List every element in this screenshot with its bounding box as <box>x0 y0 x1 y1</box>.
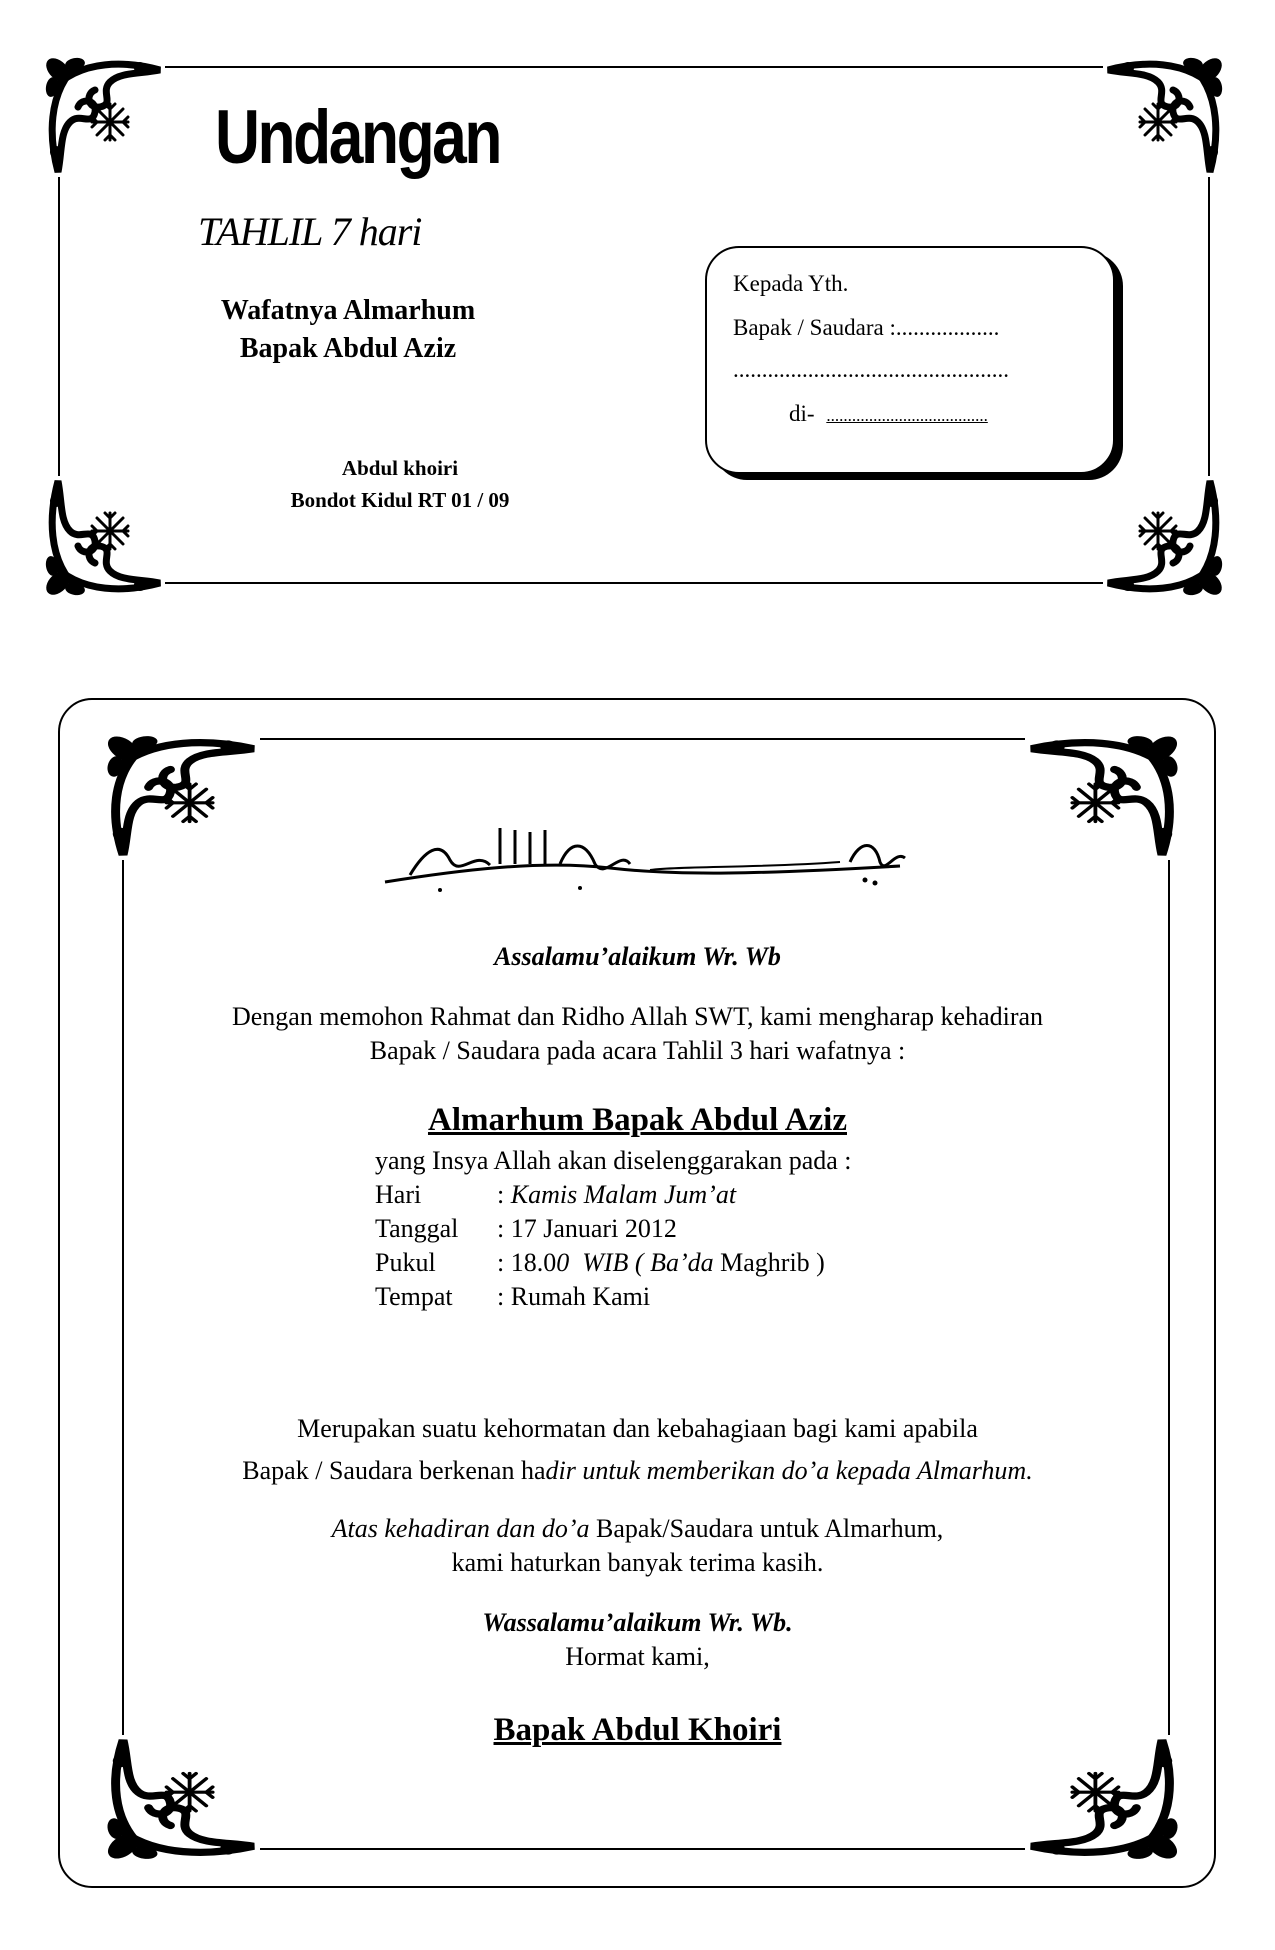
detail-row-pukul <box>375 1246 852 1280</box>
thanks-line-1b: Bapak/Saudara untuk Almarhum, <box>595 1514 944 1543</box>
detail-label: Tanggal <box>375 1214 459 1243</box>
detail-value-italic: 0 WIB ( Ba’da <box>556 1248 714 1277</box>
detail-value: Rumah Kami <box>510 1282 651 1311</box>
detail-sep: : <box>497 1248 505 1277</box>
regards: Hormat kami, <box>565 1642 710 1671</box>
envelope-deceased <box>178 292 518 368</box>
address-line-2: Bapak / Saudara :.................. <box>733 315 1000 340</box>
closing-line-1: Merupakan suatu kehormatan dan kebahagiaan bagi kami apabila <box>297 1414 978 1443</box>
address-di-label: di- <box>789 401 815 426</box>
detail-value: 18.0 <box>510 1248 557 1277</box>
sender-address: Bondot Kidul RT 01 / 09 <box>290 488 510 512</box>
sender-name: Abdul khoiri <box>341 456 459 480</box>
detail-sep: : <box>497 1282 505 1311</box>
deceased-name-heading: Almarhum Bapak Abdul Aziz <box>427 1102 847 1138</box>
detail-row-hari <box>375 1178 852 1212</box>
floral-corner-icon <box>40 476 165 601</box>
detail-sep: : <box>497 1214 505 1243</box>
farewell-block <box>0 1606 1275 1674</box>
detail-value-end: Maghrib ) <box>720 1248 825 1277</box>
floral-corner-icon <box>1103 476 1228 601</box>
thanks-line-1 <box>0 1512 1275 1546</box>
intro-line-1: Dengan memohon Rahmat dan Ridho Allah SWT, kami mengharap kehadiran <box>231 1002 1044 1031</box>
intro-paragraph <box>0 1000 1275 1068</box>
intro-line-2: Bapak / Saudara pada acara Tahlil 3 hari wafatnya : <box>369 1036 906 1065</box>
detail-row-tempat <box>375 1280 852 1314</box>
envelope-subtitle: TAHLIL 7 hari <box>198 209 422 254</box>
event-details <box>375 1144 852 1314</box>
address-line-3: ................................................ <box>733 357 1009 382</box>
detail-value: 17 Januari 2012 <box>510 1214 677 1243</box>
closing-paragraph <box>0 1408 1275 1492</box>
floral-corner-icon <box>1103 52 1228 177</box>
schedule-intro: yang Insya Allah akan diselenggarakan pada : <box>375 1146 852 1175</box>
closing-line-2b: dir untuk memberikan do’a kepada Almarhum. <box>545 1456 1033 1485</box>
address-di-dots: ...................................... <box>826 406 988 425</box>
floral-corner-icon <box>1025 730 1185 860</box>
detail-sep: : <box>497 1180 505 1209</box>
closing-line-2a: Bapak / Saudara berkenan ha <box>242 1456 546 1485</box>
envelope-title: Undangan <box>215 95 500 180</box>
bismillah-calligraphy-icon <box>380 820 915 900</box>
greeting: Assalamu’alaikum Wr. Wb <box>494 942 781 971</box>
address-line-1: Kepada Yth. <box>733 271 849 296</box>
signer-name: Bapak Abdul Khoiri <box>493 1712 782 1748</box>
detail-label: Pukul <box>375 1248 436 1277</box>
detail-label: Hari <box>375 1180 422 1209</box>
detail-value: Kamis Malam Jum’at <box>510 1180 737 1209</box>
deceased-line-2: Bapak Abdul Aziz <box>239 333 457 364</box>
address-line-4 <box>789 402 988 425</box>
thanks-line-2: kami haturkan banyak terima kasih. <box>451 1548 824 1577</box>
thanks-paragraph <box>0 1512 1275 1580</box>
envelope-sender <box>250 452 550 516</box>
closing-line-2 <box>0 1450 1275 1492</box>
floral-corner-icon <box>40 52 165 177</box>
floral-corner-icon <box>100 730 260 860</box>
address-box <box>705 246 1115 474</box>
farewell: Wassalamu’alaikum Wr. Wb. <box>482 1608 793 1637</box>
deceased-line-1: Wafatnya Almarhum <box>220 295 476 326</box>
detail-label: Tempat <box>375 1282 453 1311</box>
floral-corner-icon <box>100 1735 260 1865</box>
detail-row-tanggal <box>375 1212 852 1246</box>
thanks-line-1a: Atas kehadiran dan do’a <box>331 1514 590 1543</box>
floral-corner-icon <box>1025 1735 1185 1865</box>
